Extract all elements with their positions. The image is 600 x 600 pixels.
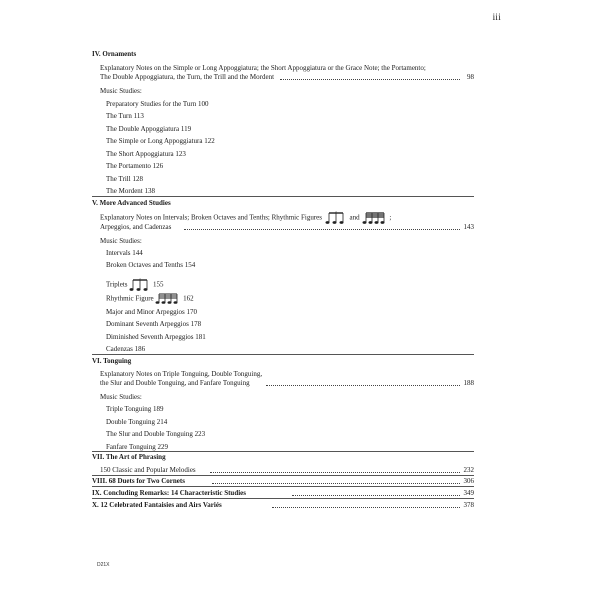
- toc-entry[interactable]: Fanfare Tonguing 229: [106, 442, 168, 451]
- section-divider: [92, 196, 474, 197]
- toc-entry[interactable]: Preparatory Studies for the Turn 100: [106, 100, 209, 108]
- toc-entry[interactable]: The Trill 128: [106, 174, 143, 183]
- tonguing-note-line2: the Slur and Double Tonguing, and Fanfare Tonguing 188: [100, 379, 474, 387]
- section-heading-fantaisies[interactable]: X. 12 Celebrated Fantaisies and Airs Variés 378: [92, 501, 474, 509]
- tonguing-studies-label: Music Studies:: [100, 393, 142, 401]
- toc-entry[interactable]: Diminished Seventh Arpeggios 181: [106, 332, 206, 341]
- section-heading-duets[interactable]: VIII. 68 Duets for Two Cornets 306: [92, 477, 474, 485]
- toc-entry[interactable]: The Slur and Double Tonguing 223: [106, 430, 206, 438]
- toc-entry[interactable]: Cadenzas 186: [106, 345, 146, 353]
- tonguing-note-line1: Explanatory Notes on Triple Tonguing, Double Tonguing,: [100, 370, 263, 378]
- section-heading-advanced: V. More Advanced Studies: [92, 199, 171, 207]
- advanced-note-line1: Explanatory Notes on Intervals; Broken Octaves and Tenths; Rhythmic Figures 3 and ;: [100, 211, 474, 225]
- toc-entry[interactable]: The Portamento 126: [106, 162, 164, 170]
- section-divider: [92, 475, 474, 476]
- section-heading-remarks[interactable]: IX. Concluding Remarks: 14 Characteristic Studies 349: [92, 489, 474, 497]
- toc-entry[interactable]: Broken Octaves and Tenths 154: [106, 261, 196, 269]
- section-heading-ornaments: IV. Ornaments: [92, 50, 137, 58]
- toc-entry[interactable]: The Mordent 138: [106, 187, 155, 195]
- advanced-note-line2: Arpeggios, and Cadenzas 143: [100, 223, 474, 231]
- advanced-studies-label: Music Studies:: [100, 237, 142, 245]
- toc-entry[interactable]: The Simple or Long Appoggiatura 122: [106, 137, 215, 145]
- toc-entry[interactable]: The Short Appoggiatura 123: [106, 149, 186, 158]
- toc-entry[interactable]: Triple Tonguing 189: [106, 405, 164, 413]
- toc-entry[interactable]: Intervals 144: [106, 249, 143, 257]
- toc-entry[interactable]: Double Tonguing 214: [106, 417, 168, 426]
- ornaments-note-line1: Explanatory Notes on the Simple or Long Appoggiatura; the Short Appoggiatura or the Grace Note; the Portamento;: [100, 64, 426, 72]
- svg-text:3: 3: [334, 211, 337, 214]
- toc-entry[interactable]: 150 Classic and Popular Melodies 232: [100, 466, 474, 474]
- toc-entry[interactable]: Rhythmic Figure 162: [106, 293, 474, 305]
- section-heading-tonguing: VI. Tonguing: [92, 357, 132, 365]
- page-number: iii: [492, 12, 501, 22]
- section-divider: [92, 498, 474, 499]
- ornaments-note-line2: The Double Appoggiatura, the Turn, the Trill and the Mordent 98: [100, 73, 474, 81]
- section-divider: [92, 451, 474, 452]
- section-heading-phrasing: VII. The Art of Phrasing: [92, 453, 166, 461]
- toc-entry[interactable]: Dominant Seventh Arpeggios 178: [106, 320, 202, 328]
- toc-entry[interactable]: Triplets 3 155: [106, 278, 474, 292]
- footer-code: D21X: [97, 562, 110, 568]
- svg-text:3: 3: [139, 278, 141, 281]
- toc-entry[interactable]: The Turn 113: [106, 112, 144, 120]
- section-divider: [92, 486, 474, 487]
- toc-entry[interactable]: The Double Appoggiatura 119: [106, 124, 192, 133]
- section-divider: [92, 354, 474, 355]
- ornaments-studies-label: Music Studies:: [100, 87, 142, 95]
- rhythmic-figure-icon: [155, 293, 181, 305]
- triplet-figure-icon: [129, 278, 151, 292]
- toc-entry[interactable]: Major and Minor Arpeggios 170: [106, 307, 197, 316]
